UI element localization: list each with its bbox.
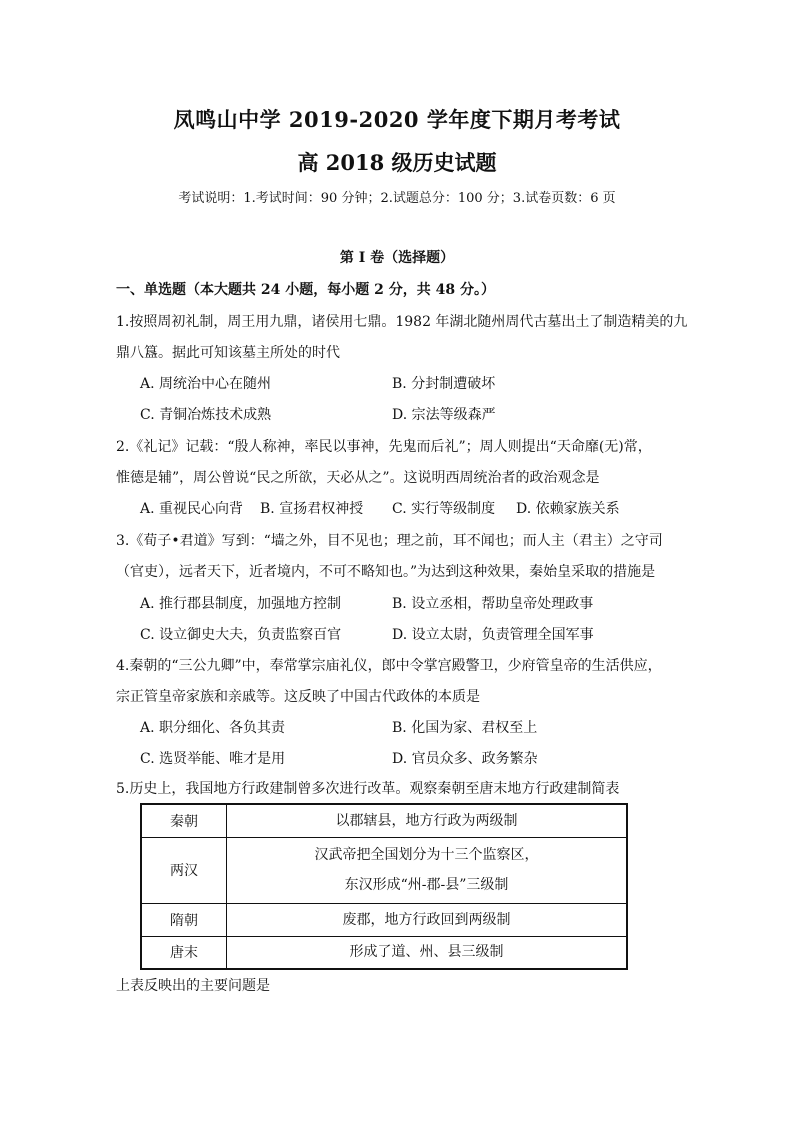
- question-1-option-c: C. 青铜冶炼技术成熟: [140, 407, 272, 423]
- section-intro: 一、单选题（本大题共 24 小题，每小题 2 分，共 48 分。）: [116, 282, 495, 298]
- question-4-option-c: C. 选贤举能、唯才是用: [140, 751, 286, 767]
- table-cell-content: [227, 903, 628, 936]
- question-5-follow-up: 上表反映出的主要问题是: [116, 978, 270, 994]
- question-1-line-1: 1.按照周初礼制，周王用九鼎，诸侯用七鼎。1982 年湖北随州周代古墓出土了制造精美的九: [116, 314, 688, 330]
- table-row: [141, 837, 627, 903]
- question-3-option-a: A. 推行郡县制度，加强地方控制: [140, 596, 342, 612]
- question-2-option-a: A. 重视民心向背: [140, 501, 244, 517]
- question-3-line-1: 3.《荀子•君道》写到：“墙之外，目不见也；理之前，耳不闻也；而人主（君主）之守司: [116, 533, 663, 549]
- question-3-line-2: （官吏），远者天下，近者境内，不可不略知也。”为达到这种效果，秦始皇采取的措施是: [116, 564, 656, 580]
- question-4-option-a: A. 职分细化、各负其责: [140, 720, 286, 736]
- exam-subtitle: 高 2018 级历史试题: [297, 150, 497, 175]
- question-4-line-2: 宗正管皇帝家族和亲戚等。这反映了中国古代政体的本质是: [116, 689, 480, 705]
- exam-title: 凤鸣山中学 2019-2020 学年度下期月考考试: [173, 107, 621, 132]
- question-1-option-a: A. 周统治中心在随州: [140, 376, 272, 392]
- question-4-line-1: 4.秦朝的“三公九卿”中，奉常掌宗庙礼仪，郎中令掌宫殿警卫，少府管皇帝的生活供应，: [116, 658, 662, 674]
- table-cell-text: 东汉形成“州-郡-县”三级制: [344, 877, 509, 893]
- table-cell-text: 汉武帝把全国划分为十三个监察区，: [314, 847, 539, 863]
- question-2-option-c: C. 实行等级制度: [392, 501, 496, 517]
- question-2-option-b: B. 宣扬君权神授: [260, 501, 364, 517]
- question-3-option-b: B. 设立丞相，帮助皇帝处理政事: [392, 596, 594, 612]
- question-2-line-2: 惟德是辅”，周公曾说“民之所欲，天必从之”。这说明西周统治者的政治观念是: [116, 470, 600, 486]
- table-cell-text: 形成了道、州、县三级制: [349, 944, 504, 961]
- table-cell-dynasty: 两汉: [141, 837, 227, 903]
- question-5-line-1: 5.历史上，我国地方行政建制曾多次进行改革。观察秦朝至唐末地方行政建制简表: [116, 781, 620, 797]
- table-cell-dynasty: 隋朝: [141, 903, 227, 936]
- table-cell-content: [227, 936, 628, 969]
- table-cell-dynasty: 秦朝: [141, 804, 227, 837]
- question-1-option-d: D. 宗法等级森严: [392, 407, 496, 423]
- table-row: [141, 804, 627, 837]
- table-cell-text: 以郡辖县，地方行政为两级制: [335, 812, 518, 829]
- table-cell-content: [227, 804, 628, 837]
- section-title: 第 I 卷（选择题）: [339, 250, 455, 266]
- question-1-line-2: 鼎八簋。据此可知该墓主所处的时代: [116, 345, 340, 361]
- question-1-option-b: B. 分封制遭破坏: [392, 376, 496, 392]
- table-row: [141, 903, 627, 936]
- question-4-option-b: B. 化国为家、君权至上: [392, 720, 538, 736]
- table-cell-content: [227, 837, 628, 903]
- question-2-option-d: D. 依赖家族关系: [516, 501, 620, 517]
- question-3-option-d: D. 设立太尉，负责管理全国军事: [392, 627, 594, 643]
- table-cell-dynasty: 唐末: [141, 936, 227, 969]
- table-cell-text: 废郡，地方行政回到两级制: [342, 911, 511, 928]
- question-3-option-c: C. 设立御史大夫，负责监察百官: [140, 627, 342, 643]
- administrative-system-table: [140, 803, 628, 970]
- question-4-option-d: D. 官员众多、政务繁杂: [392, 751, 538, 767]
- question-2-line-1: 2.《礼记》记载：“殷人称神，率民以事神，先鬼而后礼”；周人则提出“天命靡(无)常，: [116, 439, 652, 455]
- exam-instructions: 考试说明：1.考试时间：90 分钟；2.试题总分：100 分；3.试卷页数：6 页: [178, 191, 616, 206]
- table-row: [141, 936, 627, 969]
